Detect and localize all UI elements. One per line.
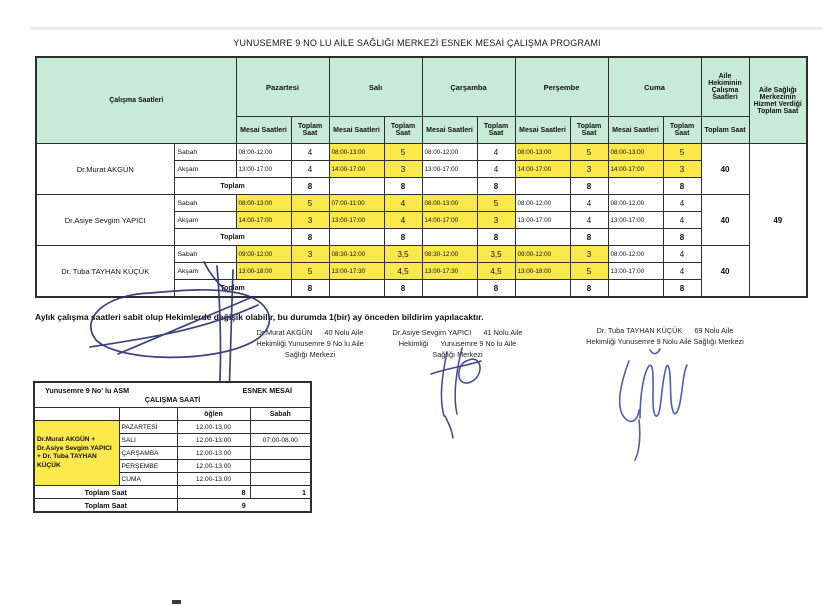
mini-day-cell: PERŞEMBE bbox=[119, 460, 177, 473]
shift-time-cell: 13:00-17:00 bbox=[608, 212, 663, 229]
subheader-toplam: Toplam Saat bbox=[663, 117, 701, 144]
shift-hours-cell: 4 bbox=[477, 144, 515, 161]
shift-time-cell: 08:00-12:00 bbox=[608, 195, 663, 212]
shift-hours-cell: 3 bbox=[477, 212, 515, 229]
monthly-schedule-note: Aylık çalışma saatleri sabit olup Hekimlerde değişik olabilir, bu durumda 1(bir) ay önceden bildirim yapılacaktır. bbox=[35, 312, 484, 322]
shift-time-cell: 13:00-17:00 bbox=[608, 263, 663, 280]
mini-total-morning: 1 bbox=[250, 486, 311, 499]
shift-time-cell: 08:00-12:00 bbox=[608, 246, 663, 263]
corner-header: Çalışma Saatleri bbox=[36, 57, 236, 144]
shift-hours-cell: 5 bbox=[291, 195, 329, 212]
day-total-cell: 8 bbox=[384, 280, 422, 298]
shift-hours-cell: 3 bbox=[291, 212, 329, 229]
shift-hours-cell: 4 bbox=[663, 195, 701, 212]
subheader-mesai: Mesai Saatleri bbox=[236, 117, 291, 144]
shift-hours-cell: 4 bbox=[384, 195, 422, 212]
row-label-sabah: Sabah bbox=[174, 246, 236, 263]
mini-title-right: ESNEK MESAİ bbox=[242, 386, 293, 395]
shift-time-cell: 08:00-13:00 bbox=[608, 144, 663, 161]
doctor-name: Dr.Murat AKGÜN bbox=[36, 144, 174, 195]
shift-time-cell: 08:00-12:00 bbox=[422, 144, 477, 161]
day-header-pazartesi: Pazartesi bbox=[236, 57, 329, 117]
flex-time-table bbox=[33, 381, 312, 513]
row-label-aksam: Akşam bbox=[174, 212, 236, 229]
shift-time-cell: 14:00-17:00 bbox=[515, 161, 570, 178]
mini-col-header-morning: Sabah bbox=[250, 408, 311, 421]
weekly-total-cell: 40 bbox=[701, 144, 749, 195]
day-header-cuma: Cuma bbox=[608, 57, 701, 117]
shift-hours-cell: 4,5 bbox=[384, 263, 422, 280]
shift-time-cell: 08:30-12:00 bbox=[422, 246, 477, 263]
doctor-name: Dr.Asiye Sevgim YAPICI bbox=[36, 195, 174, 246]
shift-hours-cell: 4 bbox=[663, 246, 701, 263]
mini-day-cell: ÇARŞAMBA bbox=[119, 447, 177, 460]
shift-hours-cell: 3 bbox=[291, 246, 329, 263]
shift-hours-cell: 3 bbox=[663, 161, 701, 178]
mini-morning-cell bbox=[250, 447, 311, 460]
subheader-toplam: Toplam Saat bbox=[477, 117, 515, 144]
mini-title-left: Yunusemre 9 No' lu ASM bbox=[45, 386, 130, 395]
shift-hours-cell: 4 bbox=[291, 144, 329, 161]
spacer-cell bbox=[608, 229, 663, 246]
shift-time-cell: 08:00-13:00 bbox=[515, 144, 570, 161]
spacer-cell bbox=[329, 229, 384, 246]
row-label-aksam: Akşam bbox=[174, 161, 236, 178]
shift-hours-cell: 5 bbox=[570, 263, 608, 280]
shift-hours-cell: 3,5 bbox=[384, 246, 422, 263]
spacer-cell bbox=[329, 280, 384, 298]
mini-total-noon: 8 bbox=[177, 486, 250, 499]
mini-noon-cell: 12.00-13.00 bbox=[177, 447, 250, 460]
day-header-sali: Salı bbox=[329, 57, 422, 117]
shift-hours-cell: 5 bbox=[570, 144, 608, 161]
shift-hours-cell: 3 bbox=[384, 161, 422, 178]
mini-day-cell: SALI bbox=[119, 434, 177, 447]
spacer-cell bbox=[608, 178, 663, 195]
center-total-cell: 49 bbox=[749, 144, 807, 298]
mini-grand-total: 9 bbox=[177, 499, 311, 513]
shift-hours-cell: 5 bbox=[663, 144, 701, 161]
spacer-cell bbox=[608, 280, 663, 298]
mini-doctors-cell: Dr.Murat AKGÜN + Dr.Asiye Sevgim YAPICI + Dr. Tuba TAYHAN KÜÇÜK bbox=[34, 421, 119, 486]
shift-time-cell: 14:00-17:00 bbox=[329, 161, 384, 178]
shift-time-cell: 07:00-11:00 bbox=[329, 195, 384, 212]
shift-hours-cell: 4,5 bbox=[477, 263, 515, 280]
shift-time-cell: 14:00-17:00 bbox=[422, 212, 477, 229]
shift-time-cell: 13:00-17:00 bbox=[422, 161, 477, 178]
shift-hours-cell: 4 bbox=[477, 161, 515, 178]
subheader-toplam: Toplam Saat bbox=[291, 117, 329, 144]
shift-hours-cell: 4 bbox=[663, 212, 701, 229]
row-label-toplam: Toplam bbox=[174, 178, 291, 195]
day-total-cell: 8 bbox=[384, 229, 422, 246]
shift-time-cell: 14:00-17:00 bbox=[236, 212, 291, 229]
mini-col-header-noon: öğlen bbox=[177, 408, 250, 421]
subheader-toplam: Toplam Saat bbox=[570, 117, 608, 144]
center-total-header: Aile Sağlığı Merkezinin Hizmet Verdiği Toplam Saat bbox=[749, 57, 807, 144]
shift-hours-cell: 4 bbox=[384, 212, 422, 229]
signature-scribble-yapici bbox=[431, 348, 481, 438]
spacer-cell bbox=[34, 408, 119, 421]
row-label-toplam: Toplam bbox=[174, 229, 291, 246]
day-total-cell: 8 bbox=[570, 280, 608, 298]
scan-artifact-line bbox=[30, 27, 822, 30]
signature-line: Dr.Murat AKGÜN 40 Nolu Aile bbox=[256, 328, 364, 337]
spacer-cell bbox=[119, 408, 177, 421]
signature-line: Dr. Tuba TAYHAN KÜÇÜK 69 Nolu Aile bbox=[596, 326, 734, 335]
day-total-cell: 8 bbox=[477, 178, 515, 195]
weekly-total-cell: 40 bbox=[701, 246, 749, 298]
mini-total-label: Toplam Saat bbox=[34, 486, 177, 499]
shift-hours-cell: 3,5 bbox=[477, 246, 515, 263]
day-header-persembe: Perşembe bbox=[515, 57, 608, 117]
shift-time-cell: 08:30-12:00 bbox=[329, 246, 384, 263]
mini-title-line2: ÇALIŞMA SAATİ bbox=[144, 395, 201, 404]
day-total-cell: 8 bbox=[663, 229, 701, 246]
signature-line: Hekimliği Yunusemre 9 No lu Aile bbox=[256, 339, 364, 348]
row-label-aksam: Akşam bbox=[174, 263, 236, 280]
shift-hours-cell: 5 bbox=[477, 195, 515, 212]
shift-time-cell: 09:00-12:00 bbox=[236, 246, 291, 263]
signature-block-yapici bbox=[360, 327, 555, 360]
shift-time-cell: 13:00-17:00 bbox=[329, 212, 384, 229]
mini-total-label: Toplam Saat bbox=[34, 499, 177, 513]
row-label-toplam: Toplam bbox=[174, 280, 291, 298]
shift-time-cell: 08:00-13:00 bbox=[329, 144, 384, 161]
signature-scribble-tayhan-kucuk bbox=[620, 349, 687, 460]
signature-line: Sağlığı Merkezi bbox=[284, 350, 336, 359]
mini-noon-cell: 12.00-13.00 bbox=[177, 473, 250, 486]
physician-total-header: Aile Hekiminin Çalışma Saatleri bbox=[701, 57, 749, 117]
shift-time-cell: 14:00-17:00 bbox=[608, 161, 663, 178]
spacer-cell bbox=[422, 178, 477, 195]
spacer-cell bbox=[515, 229, 570, 246]
scan-artifact-mark bbox=[172, 600, 181, 604]
spacer-cell bbox=[515, 178, 570, 195]
mini-morning-cell: 07.00-08.00 bbox=[250, 434, 311, 447]
signature-line: Sağlığı Merkezi bbox=[432, 350, 483, 359]
shift-hours-cell: 5 bbox=[291, 263, 329, 280]
document-title: YUNUSEMRE 9 NO LU AİLE SAĞLIĞI MERKEZİ ESNEK MESAİ ÇALIŞMA PROGRAMI bbox=[233, 38, 601, 48]
shift-hours-cell: 5 bbox=[384, 144, 422, 161]
spacer-cell bbox=[515, 280, 570, 298]
shift-time-cell: 08:00-12:00 bbox=[515, 195, 570, 212]
shift-time-cell: 08:00-12:00 bbox=[236, 144, 291, 161]
mini-noon-cell: 12.00-13.00 bbox=[177, 421, 250, 434]
mini-morning-cell bbox=[250, 473, 311, 486]
subheader-mesai: Mesai Saatleri bbox=[515, 117, 570, 144]
shift-hours-cell: 4 bbox=[663, 263, 701, 280]
day-total-cell: 8 bbox=[291, 280, 329, 298]
shift-time-cell: 08:00-13:00 bbox=[236, 195, 291, 212]
shift-time-cell: 13:00-18:00 bbox=[515, 263, 570, 280]
signature-line: Hekimliği Yunusemre 9 No lu Aile bbox=[398, 339, 517, 348]
mini-day-cell: PAZARTESİ bbox=[119, 421, 177, 434]
shift-hours-cell: 4 bbox=[570, 212, 608, 229]
physician-total-subheader: Toplam Saat bbox=[701, 117, 749, 144]
subheader-toplam: Toplam Saat bbox=[384, 117, 422, 144]
day-total-cell: 8 bbox=[477, 280, 515, 298]
day-header-carsamba: Çarşamba bbox=[422, 57, 515, 117]
shift-time-cell: 13:00-17:30 bbox=[422, 263, 477, 280]
shift-time-cell: 13:00-18:00 bbox=[236, 263, 291, 280]
shift-time-cell: 08:00-13:00 bbox=[422, 195, 477, 212]
day-total-cell: 8 bbox=[291, 178, 329, 195]
shift-hours-cell: 4 bbox=[570, 195, 608, 212]
mini-noon-cell: 12.00-13.00 bbox=[177, 434, 250, 447]
row-label-sabah: Sabah bbox=[174, 195, 236, 212]
day-total-cell: 8 bbox=[570, 178, 608, 195]
mini-day-cell: CUMA bbox=[119, 473, 177, 486]
mini-noon-cell: 12.00-13.00 bbox=[177, 460, 250, 473]
subheader-mesai: Mesai Saatleri bbox=[329, 117, 384, 144]
mini-morning-cell bbox=[250, 421, 311, 434]
spacer-cell bbox=[422, 280, 477, 298]
day-total-cell: 8 bbox=[384, 178, 422, 195]
shift-time-cell: 13:00-17:30 bbox=[329, 263, 384, 280]
subheader-mesai: Mesai Saatleri bbox=[608, 117, 663, 144]
schedule-table bbox=[35, 56, 808, 298]
shift-time-cell: 09:00-12:00 bbox=[515, 246, 570, 263]
day-total-cell: 8 bbox=[663, 178, 701, 195]
shift-time-cell: 13:00-17:00 bbox=[236, 161, 291, 178]
row-label-sabah: Sabah bbox=[174, 144, 236, 161]
signature-line: Hekimliği Yunusemre 9 Nolu Aile Sağlığı Merkezi bbox=[586, 337, 744, 346]
signature-line: Dr.Asiye Sevgim YAPICI 41 Nolu Aile bbox=[392, 328, 523, 337]
day-total-cell: 8 bbox=[477, 229, 515, 246]
day-total-cell: 8 bbox=[570, 229, 608, 246]
spacer-cell bbox=[329, 178, 384, 195]
mini-table-header bbox=[34, 382, 311, 408]
spacer-cell bbox=[422, 229, 477, 246]
day-total-cell: 8 bbox=[291, 229, 329, 246]
subheader-mesai: Mesai Saatleri bbox=[422, 117, 477, 144]
weekly-total-cell: 40 bbox=[701, 195, 749, 246]
shift-time-cell: 13:00-17:00 bbox=[515, 212, 570, 229]
shift-hours-cell: 3 bbox=[570, 161, 608, 178]
shift-hours-cell: 4 bbox=[291, 161, 329, 178]
signature-block-tayhan-kucuk bbox=[560, 325, 770, 347]
day-total-cell: 8 bbox=[663, 280, 701, 298]
mini-morning-cell bbox=[250, 460, 311, 473]
shift-hours-cell: 3 bbox=[570, 246, 608, 263]
doctor-name: Dr. Tuba TAYHAN KÜÇÜK bbox=[36, 246, 174, 298]
